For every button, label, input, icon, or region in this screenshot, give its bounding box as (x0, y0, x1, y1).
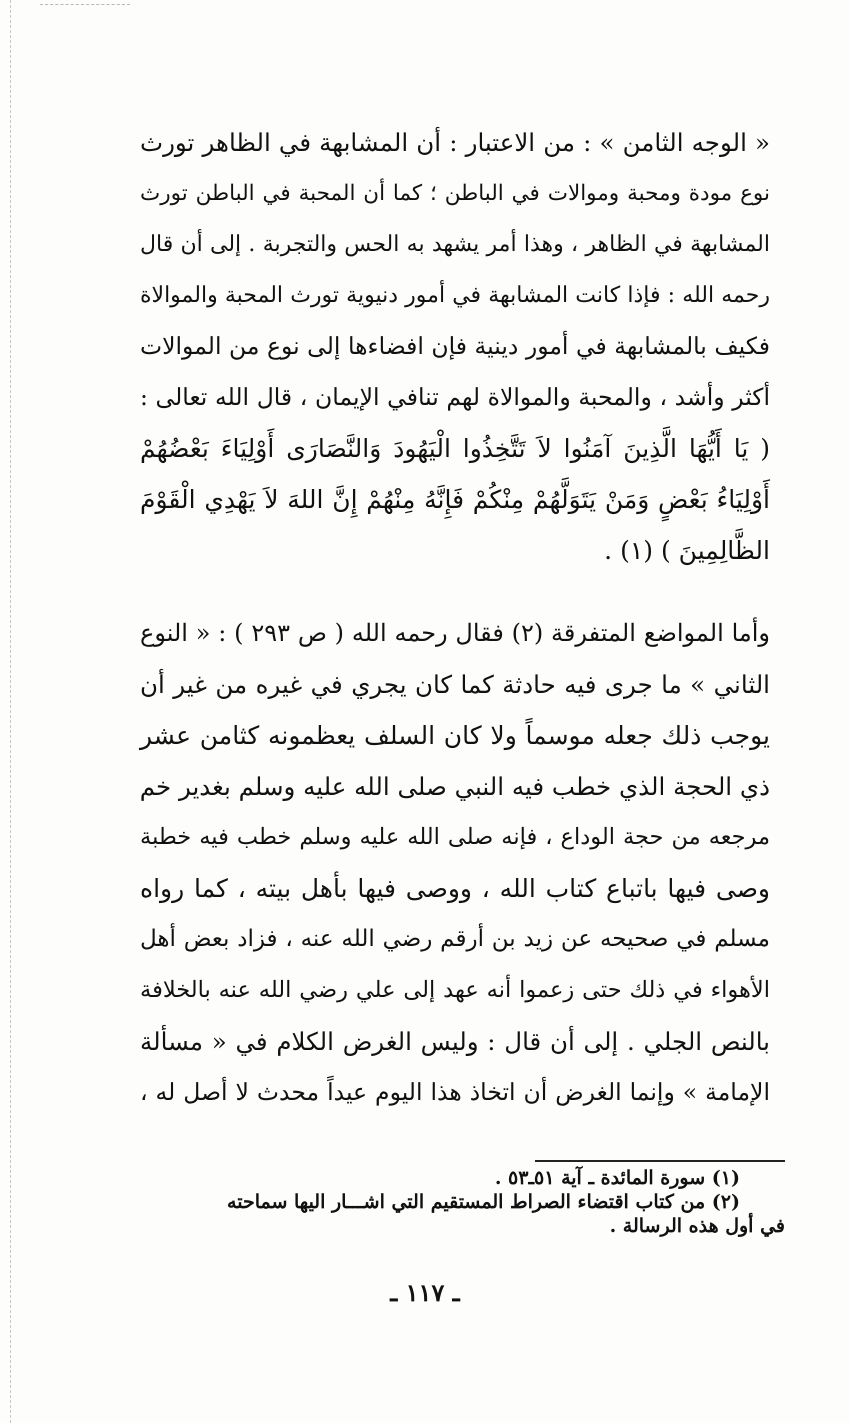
quran-verse-line: أَوْلِيَاءُ بَعْضٍ وَمَنْ يَتَوَلَّهُمْ مِنْكُمْ فَإِنَّهُ مِنْهُمْ إِنَّ اللهَ لاَ يَهْدِي الْقَوْمَ (140, 485, 770, 514)
paragraph-eighth-aspect (140, 117, 770, 576)
text-line: المشابهة في الظاهر ، وهذا أمر يشهد به الحس والتجربة . إلى أن قال (140, 232, 770, 257)
text-line: ذي الحجة الذي خطب فيه النبي صلى الله عليه وسلم بغدير خم (139, 772, 770, 801)
paragraph-scattered-places (140, 608, 770, 1118)
footnote-2-continued: في أول هذه الرسالة . (609, 1215, 785, 1237)
text-line: الأهواء في ذلك حتى زعموا أنه عهد إلى علي رضي الله عنه بالخلافة (140, 977, 770, 1003)
footnote-1: (١) سورة المائدة ـ آية ٥١ـ٥٣ . (494, 1167, 740, 1189)
text-line: مرجعه من حجة الوداع ، فإنه صلى الله عليه وسلم خطب فيه خطبة (140, 824, 770, 850)
footnote-2: (٢) من كتاب اقتضاء الصراط المستقيم التي اشـــار اليها سماحته (227, 1191, 740, 1213)
footnote-divider (535, 1160, 785, 1162)
text-line: فكيف بالمشابهة في أمور دينية فإن افضاءها إلى نوع من الموالات (140, 332, 770, 360)
quran-verse-line: الظَّالِمِينَ ) (١) . (604, 536, 770, 565)
scan-artifact-edge (10, 0, 12, 1423)
scan-artifact-top (40, 4, 130, 6)
text-line: أكثر وأشد ، والمحبة والموالاة لهم تنافي الإيمان ، قال الله تعالى : (140, 383, 770, 411)
text-line: « الوجه الثامن » : من الاعتبار : أن المشابهة في الظاهر تورث (140, 128, 770, 157)
text-line: رحمه الله : فإذا كانت المشابهة في أمور دنيوية تورث المحبة والموالاة (140, 283, 770, 308)
footnotes (135, 1166, 785, 1238)
text-line: وأما المواضع المتفرقة (٢) فقال رحمه الله ( ص ٢٩٣ ) : « النوع (140, 619, 771, 647)
text-line: وصى فيها باتباع كتاب الله ، ووصى فيها بأهل بيته ، كما رواه (140, 874, 770, 903)
text-line: الثاني » ما جرى فيه حادثة كما كان يجري في غيره من غير أن (140, 670, 770, 699)
text-line: مسلم في صحيحه عن زيد بن أرقم رضي الله عنه ، فزاد بعض أهل (140, 926, 770, 952)
text-line: يوجب ذلك جعله موسماً ولا كان السلف يعظمونه كثامن عشر (140, 721, 770, 750)
text-line: نوع مودة ومحبة وموالات في الباطن ؛ كما أن المحبة في الباطن تورث (140, 181, 770, 206)
text-line: بالنص الجلي . إلى أن قال : وليس الغرض الكلام في « مسألة (140, 1027, 770, 1056)
page-number: ـ ١١٧ ـ (390, 1278, 460, 1307)
quran-verse-line: ( يَا أَيُّهَا الَّذِينَ آمَنُوا لاَ تَتَّخِذُوا الْيَهُودَ وَالنَّصَارَى أَوْلِيَاءَ بَعْضُهُمْ (140, 434, 770, 463)
text-line: الإمامة » وإنما الغرض أن اتخاذ هذا اليوم عيداً محدث لا أصل له ، (140, 1078, 770, 1106)
